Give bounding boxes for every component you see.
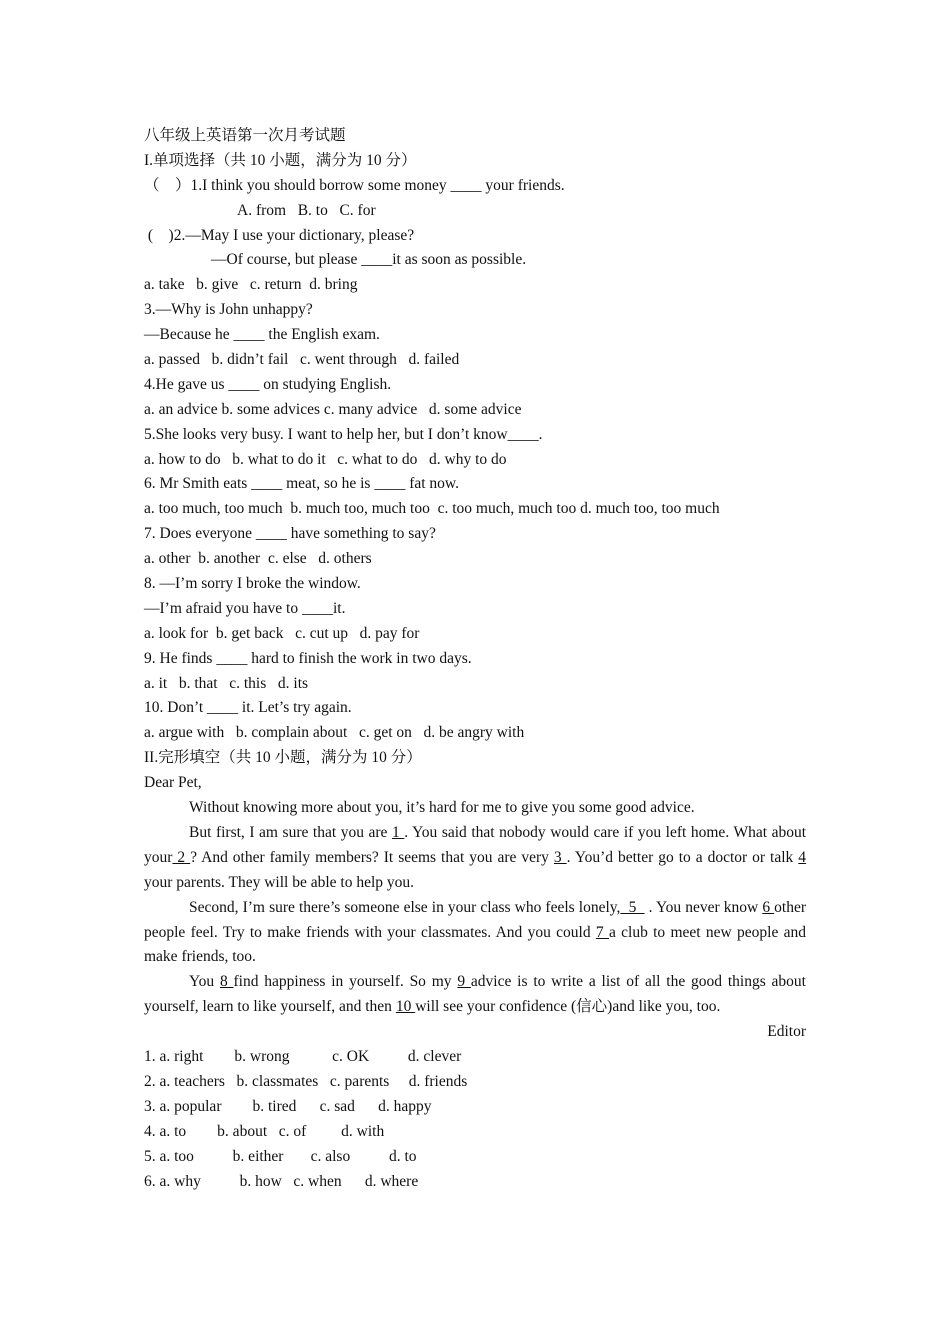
question-line: 3.—Why is John unhappy? xyxy=(144,301,313,319)
blank-10: 10 xyxy=(395,998,416,1016)
letter-signature: Editor xyxy=(767,1023,806,1041)
question-options: a. an advice b. some advices c. many advice d. some advice xyxy=(144,400,522,418)
blank-5: 5 xyxy=(620,898,645,916)
question-line: （ ）1.I think you should borrow some money ____ your friends. xyxy=(144,176,565,194)
question-line: ( )2.—May I use your dictionary, please? xyxy=(144,226,415,244)
letter-paragraph-1: Without knowing more about you, it’s hard for me to give you some good advice. xyxy=(189,799,695,817)
cloze-options: 5. a. too b. either c. also d. to xyxy=(144,1147,417,1165)
question-options: A. from B. to C. for xyxy=(237,201,376,219)
question-options: a. too much, too much b. much too, much too c. too much, much too d. much too, too much xyxy=(144,500,720,518)
blank-4: 4 xyxy=(798,848,807,866)
question-line: 9. He finds ____ hard to finish the work in two days. xyxy=(144,649,472,667)
section1-heading: I.单项选择（共 10 小题，满分为 10 分） xyxy=(144,151,417,169)
cloze-options: 4. a. to b. about c. of d. with xyxy=(144,1122,385,1140)
question-options: a. other b. another c. else d. others xyxy=(144,550,372,568)
question-options: a. look for b. get back c. cut up d. pay for xyxy=(144,624,420,642)
question-line: 10. Don’t ____ it. Let’s try again. xyxy=(144,699,352,717)
question-line: 6. Mr Smith eats ____ meat, so he is ____ fat now. xyxy=(144,475,459,493)
blank-1: 1 xyxy=(391,823,405,841)
cloze-options: 6. a. why b. how c. when d. where xyxy=(144,1172,419,1190)
cloze-options: 1. a. right b. wrong c. OK d. clever xyxy=(144,1048,462,1066)
blank-6: 6 xyxy=(762,898,775,916)
question-line: 8. —I’m sorry I broke the window. xyxy=(144,575,361,593)
question-options: a. take b. give c. return d. bring xyxy=(144,276,358,294)
question-line: 7. Does everyone ____ have something to say? xyxy=(144,525,436,543)
question-options: a. it b. that c. this d. its xyxy=(144,674,309,692)
question-line: —I’m afraid you have to ____it. xyxy=(144,599,346,617)
cloze-options: 2. a. teachers b. classmates c. parents d. friends xyxy=(144,1072,468,1090)
letter-paragraph-4: You 8 find happiness in yourself. So my 9 advice is to write a list of all the good things about yourself, learn to like yourself, and then 10 will see your confidence (信心)and like you, too. xyxy=(144,973,806,1016)
letter-greeting: Dear Pet, xyxy=(144,774,202,792)
letter-paragraph-3: Second, I’m sure there’s someone else in your class who feels lonely, 5 . You never know 6 other people feel. Try to make friends with your classmates. And you could 7 a club to meet new people and make friends, too. xyxy=(144,898,807,966)
question-line: —Of course, but please ____it as soon as possible. xyxy=(211,251,527,269)
exam-page xyxy=(144,124,806,1194)
section2-heading: II.完形填空（共 10 小题，满分为 10 分） xyxy=(144,749,422,767)
letter-paragraph-2: But first, I am sure that you are 1 . You said that nobody would care if you left home. What about your 2 ? And other family members? It seems that you are very 3 . You’d better go to a doctor or talk 4 your parents. They will be able to help you. xyxy=(144,823,807,891)
cloze-options: 3. a. popular b. tired c. sad d. happy xyxy=(144,1097,432,1115)
blank-7: 7 xyxy=(595,923,609,941)
blank-8: 8 xyxy=(219,973,234,991)
question-options: a. passed b. didn’t fail c. went through d. failed xyxy=(144,351,460,369)
question-options: a. argue with b. complain about c. get on d. be angry with xyxy=(144,724,525,742)
question-options: a. how to do b. what to do it c. what to do d. why to do xyxy=(144,450,507,468)
blank-2: 2 xyxy=(172,848,191,866)
exam-title: 八年级上英语第一次月考试题 xyxy=(144,127,346,144)
question-line: 5.She looks very busy. I want to help her, but I don’t know____. xyxy=(144,425,543,443)
question-line: —Because he ____ the English exam. xyxy=(144,326,380,344)
blank-3: 3 xyxy=(553,848,567,866)
question-line: 4.He gave us ____ on studying English. xyxy=(144,375,392,393)
blank-9: 9 xyxy=(457,973,471,991)
